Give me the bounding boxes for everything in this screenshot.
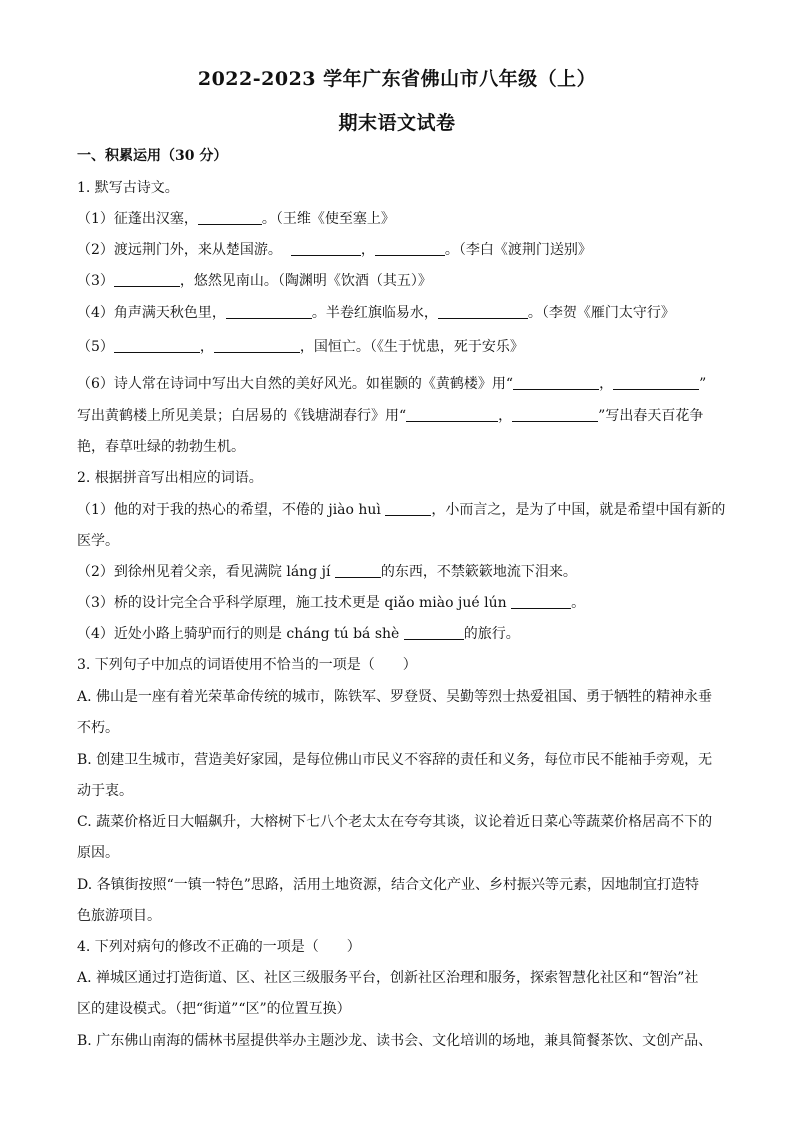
q3-option-c-line1: C. 蔬菜价格近日大幅飙升，大榕树下七八个老太太在夸夸其谈，议论着近日菜心等蔬菜价格居高不下的 [77,814,713,830]
text: 写出黄鹤楼上所见美景；白居易的《钱塘湖春行》用“ [77,408,407,424]
q1-item-6-line2 [77,406,717,426]
text: （4）角声满天秋色里， [77,305,226,321]
q4-stem: 4. 下列对病句的修改不正确的一项是（ ） [77,939,361,955]
text: （3） [77,273,114,289]
q3-stem: 3. 下列句子中加点的词语使用不恰当的一项是（ ） [77,657,417,673]
text: ， [199,339,214,355]
q2-item-4 [77,624,717,644]
q3-option-d-line1: D. 各镇街按照“一镇一特色”思路，活用土地资源，结合文化产业、乡村振兴等元素，因地制宜打造特 [77,877,699,893]
exam-subtitle: 期末语文试卷 [338,112,456,134]
q1-item-2 [77,240,717,260]
answer-blank[interactable] [114,338,200,353]
text: 的旅行。 [463,626,520,642]
answer-blank[interactable] [613,375,699,390]
answer-blank[interactable] [513,375,599,390]
q3-option-b-line2: 动于衷。 [77,783,133,799]
q4-option-a-line1: A. 禅城区通过打造街道、区、社区三级服务平台，创新社区治理和服务，探索智慧化社区和“智治”社 [77,970,699,986]
q2-item-3 [77,593,717,613]
q3-option-a-line2: 不朽。 [77,720,119,736]
text: （6）诗人常在诗词中写出大自然的美好风光。如崔颢的《黄鹤楼》用“ [77,376,514,392]
answer-blank[interactable] [512,407,598,422]
answer-blank[interactable] [404,625,464,640]
q2-item-2 [77,562,717,582]
q1-item-6-line1 [77,374,717,394]
answer-blank[interactable] [511,594,571,609]
answer-blank[interactable] [385,501,431,516]
answer-blank[interactable] [335,563,381,578]
text: （2）到徐州见着父亲，看见满院 láng jí [77,564,335,580]
text: ， [599,376,614,392]
text: （1）他的对于我的热心的希望，不倦的 jiào huì [77,502,386,518]
q4-option-a-line2: 区的建设模式。（把“街道”“区”的位置互换） [77,1001,351,1017]
text: （5） [77,339,114,355]
answer-blank[interactable] [226,304,312,319]
text: 。（王维《使至塞上》 [261,211,395,227]
text: 。 [571,595,586,611]
answer-blank[interactable] [214,338,300,353]
text: （4）近处小路上骑驴而行的则是 cháng tú bá shè [77,626,404,642]
answer-blank[interactable] [406,407,498,422]
q3-option-a-line1: A. 佛山是一座有着光荣革命传统的城市，陈铁军、罗登贤、吴勤等烈士热爱祖国、勇于牺牲的精神永垂 [77,689,713,705]
q1-item-6-line3: 艳，春草吐绿的勃勃生机。 [77,439,245,455]
text: 。（李白《渡荆门送别》 [444,242,592,258]
q1-stem: 1. 默写古诗文。 [77,180,179,196]
section-heading: 一、积累运用（30 分） [77,148,228,164]
q3-option-c-line2: 原因。 [77,845,119,861]
text: ，国恒亡。（《生于忧患，死于安乐》 [299,339,524,355]
q1-item-1 [77,209,717,229]
exam-title: 2022-2023 学年广东省佛山市八年级（上） [197,68,597,90]
text: （1）征蓬出汉塞， [77,211,198,227]
text: ， [498,408,513,424]
text: ， [360,242,375,258]
text: 。（李贺《雁门太守行》 [527,305,675,321]
text: ”写出春天百花争 [598,408,704,424]
answer-blank[interactable] [114,272,180,287]
text: ，小而言之，是为了中国，就是希望中国有新的 [431,502,726,518]
text: 。半卷红旗临易水， [311,305,438,321]
q2-stem: 2. 根据拼音写出相应的词语。 [77,470,263,486]
text: ” [699,376,707,392]
text: ，悠然见南山。（陶渊明《饮酒（其五）》 [179,273,432,289]
text: （2）渡远荆门外，来从楚国游。 [77,242,282,258]
q3-option-b-line1: B. 创建卫生城市，营造美好家园，是每位佛山市民义不容辞的责任和义务，每位市民不能袖手旁观，无 [77,752,713,768]
q1-item-4 [77,303,717,323]
answer-blank[interactable] [438,304,528,319]
q2-item-1-line2: 医学。 [77,533,119,549]
text: 的东西，不禁簌簌地流下泪来。 [380,564,577,580]
q1-item-3 [77,271,717,291]
q2-item-1-line1 [77,500,726,520]
q3-option-d-line2: 色旅游项目。 [77,908,161,924]
text: （3）桥的设计完全合乎科学原理，施工技术更是 qiǎo miào jué lún [77,595,512,611]
q1-item-5 [77,337,717,357]
answer-blank[interactable] [198,210,262,225]
answer-blank[interactable] [375,241,445,256]
q4-option-b-line1: B. 广东佛山南海的儒林书屋提供举办主题沙龙、读书会、文化培训的场地，兼具简餐茶饮、文创产品、 [77,1033,713,1049]
answer-blank[interactable] [291,241,361,256]
